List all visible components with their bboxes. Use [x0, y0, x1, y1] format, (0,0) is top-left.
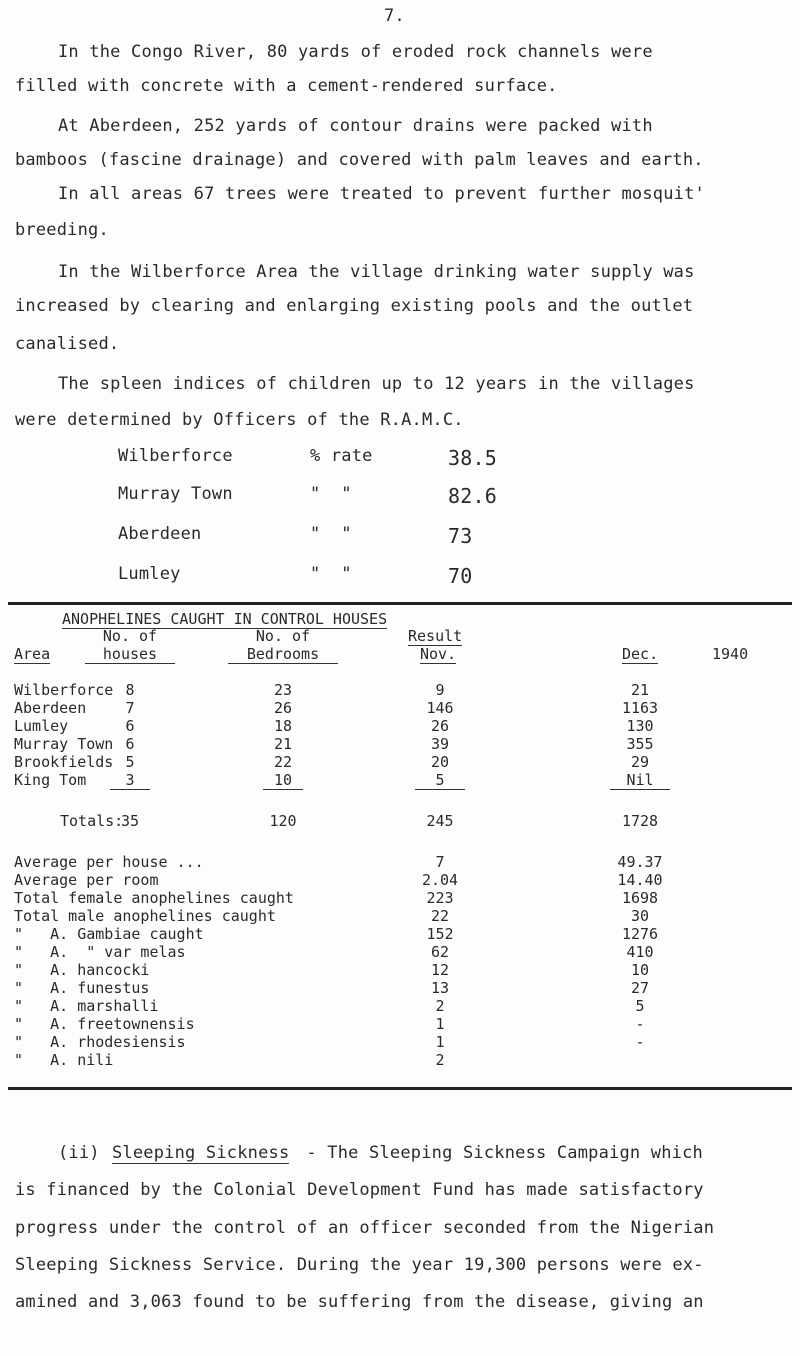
totals-nov: 245 [426, 812, 454, 830]
stat-dec: 1698 [621, 889, 659, 907]
stat-nov: 13 [430, 979, 450, 997]
paragraph-4-line-2: were determined by Officers of the R.A.M.C. [15, 410, 464, 430]
totals-houses: 35 [120, 812, 140, 830]
stat-dec: 410 [626, 943, 654, 961]
spleen-value: 70 [448, 564, 473, 588]
row-nov: 26 [430, 717, 450, 735]
row-area: King Tom [14, 771, 87, 789]
stat-label: " A. nili [14, 1051, 114, 1069]
stat-nov: 152 [426, 925, 454, 943]
spleen-value: 38.5 [448, 446, 497, 470]
row-area: Aberdeen [14, 699, 87, 717]
stat-dec: - [635, 1033, 645, 1051]
row-bedrooms: 26 [273, 699, 293, 717]
row-houses: 6 [125, 717, 135, 735]
row-area: Brookfields [14, 753, 114, 771]
header-houses-line-2: houses [85, 645, 175, 664]
row-houses: 7 [125, 699, 135, 717]
spleen-place: Aberdeen [118, 524, 202, 544]
row-dec: 29 [630, 753, 650, 771]
spleen-place: Wilberforce [118, 446, 233, 466]
row-houses: 8 [125, 681, 135, 699]
section-ii-title: Sleeping Sickness [112, 1143, 290, 1163]
stat-label: Total female anophelines caught [14, 889, 294, 907]
header-bedrooms-line-2: Bedrooms [228, 645, 338, 664]
row-dec: 130 [626, 717, 654, 735]
paragraph-2-line-2: bamboos (fascine drainage) and covered with palm leaves and earth. [15, 150, 704, 170]
row-area: Lumley [14, 717, 69, 735]
stat-label: Total male anophelines caught [14, 907, 276, 925]
row-nov: 20 [430, 753, 450, 771]
stat-label: " A. rhodesiensis [14, 1033, 186, 1051]
section-ii-line-3: progress under the control of an officer seconded from the Nigerian [15, 1218, 715, 1238]
stat-dec: - [635, 1015, 645, 1033]
spleen-place: Lumley [118, 564, 181, 584]
stat-nov: 2 [435, 997, 445, 1015]
header-area: Area [14, 645, 51, 663]
stat-label: Average per house ... [14, 853, 204, 871]
row-dec: 355 [626, 735, 654, 753]
header-bedrooms-line-1: No. of [255, 627, 311, 645]
stat-dec: 14.40 [617, 871, 663, 889]
stat-dec: 30 [630, 907, 650, 925]
stat-label: " A. funestus [14, 979, 150, 997]
section-ii-line-4: Sleeping Sickness Service. During the year 19,300 persons were ex- [15, 1255, 704, 1275]
row-area: Wilberforce [14, 681, 114, 699]
header-result: Result [408, 627, 463, 645]
row-bedrooms: 21 [273, 735, 293, 753]
header-nov: Nov. [420, 645, 457, 663]
row-bedrooms: 22 [273, 753, 293, 771]
row-nov: 146 [426, 699, 454, 717]
paragraph-1-line-2: filled with concrete with a cement-rendered surface. [15, 76, 558, 96]
paragraph-2-line-3: In all areas 67 trees were treated to prevent further mosquit' [58, 184, 705, 204]
stat-dec: 5 [635, 997, 645, 1015]
row-nov: 5 [415, 771, 465, 790]
spleen-value: 73 [448, 524, 473, 548]
row-dec: Nil [610, 771, 670, 790]
spleen-label: " " [310, 564, 352, 584]
paragraph-3-line-2: increased by clearing and enlarging existing pools and the outlet [15, 296, 694, 316]
spleen-label: " " [310, 484, 352, 504]
header-year: 1940 [712, 645, 749, 663]
stat-nov: 1 [435, 1015, 445, 1033]
row-bedrooms: 23 [273, 681, 293, 699]
stat-nov: 22 [430, 907, 450, 925]
paragraph-2-line-1: At Aberdeen, 252 yards of contour drains were packed with [58, 116, 653, 136]
spleen-label: " " [310, 524, 352, 544]
totals-label: Totals: [60, 812, 124, 830]
stat-label: " A. freetownensis [14, 1015, 195, 1033]
stat-label: " A. Gambiae caught [14, 925, 204, 943]
page-number: 7. [384, 6, 405, 26]
spleen-label: % rate [310, 446, 373, 466]
stat-dec: 10 [630, 961, 650, 979]
stat-dec: 49.37 [617, 853, 663, 871]
row-houses: 5 [125, 753, 135, 771]
row-nov: 9 [435, 681, 445, 699]
stat-label: " A. marshalli [14, 997, 159, 1015]
header-houses-line-1: No. of [102, 627, 158, 645]
row-dec: 21 [630, 681, 650, 699]
table-top-rule [8, 602, 792, 605]
row-dec: 1163 [621, 699, 659, 717]
section-ii-line-1: - The Sleeping Sickness Campaign which [296, 1143, 703, 1163]
paragraph-2-line-4: breeding. [15, 220, 109, 240]
stat-nov: 62 [430, 943, 450, 961]
paragraph-1-line-1: In the Congo River, 80 yards of eroded rock channels were [58, 42, 653, 62]
row-bedrooms: 18 [273, 717, 293, 735]
paragraph-4-line-1: The spleen indices of children up to 12 years in the villages [58, 374, 695, 394]
stat-label: " A. hancocki [14, 961, 150, 979]
row-houses: 3 [110, 771, 150, 790]
paragraph-3-line-1: In the Wilberforce Area the village drinking water supply was [58, 262, 695, 282]
row-houses: 6 [125, 735, 135, 753]
stat-label: Average per room [14, 871, 159, 889]
stat-nov: 2 [435, 1051, 445, 1069]
totals-bedrooms: 120 [269, 812, 297, 830]
stat-label: " A. " var melas [14, 943, 186, 961]
section-ii-line-2: is financed by the Colonial Development Fund has made satisfactory [15, 1180, 704, 1200]
stat-nov: 12 [430, 961, 450, 979]
totals-dec: 1728 [621, 812, 659, 830]
stat-nov: 2.04 [421, 871, 459, 889]
header-dec: Dec. [622, 645, 659, 663]
section-ii-line-5: amined and 3,063 found to be suffering from the disease, giving an [15, 1292, 704, 1312]
stat-dec: 1276 [621, 925, 659, 943]
spleen-value: 82.6 [448, 484, 497, 508]
stat-dec: 27 [630, 979, 650, 997]
table-bottom-rule [8, 1087, 792, 1090]
stat-nov: 7 [435, 853, 445, 871]
paragraph-3-line-3: canalised. [15, 334, 120, 354]
row-nov: 39 [430, 735, 450, 753]
row-bedrooms: 10 [263, 771, 303, 790]
row-area: Murray Town [14, 735, 114, 753]
stat-nov: 223 [426, 889, 454, 907]
spleen-place: Murray Town [118, 484, 233, 504]
table-title: ANOPHELINES CAUGHT IN CONTROL HOUSES [62, 610, 388, 628]
stat-nov: 1 [435, 1033, 445, 1051]
section-ii-number: (ii) [58, 1143, 100, 1163]
